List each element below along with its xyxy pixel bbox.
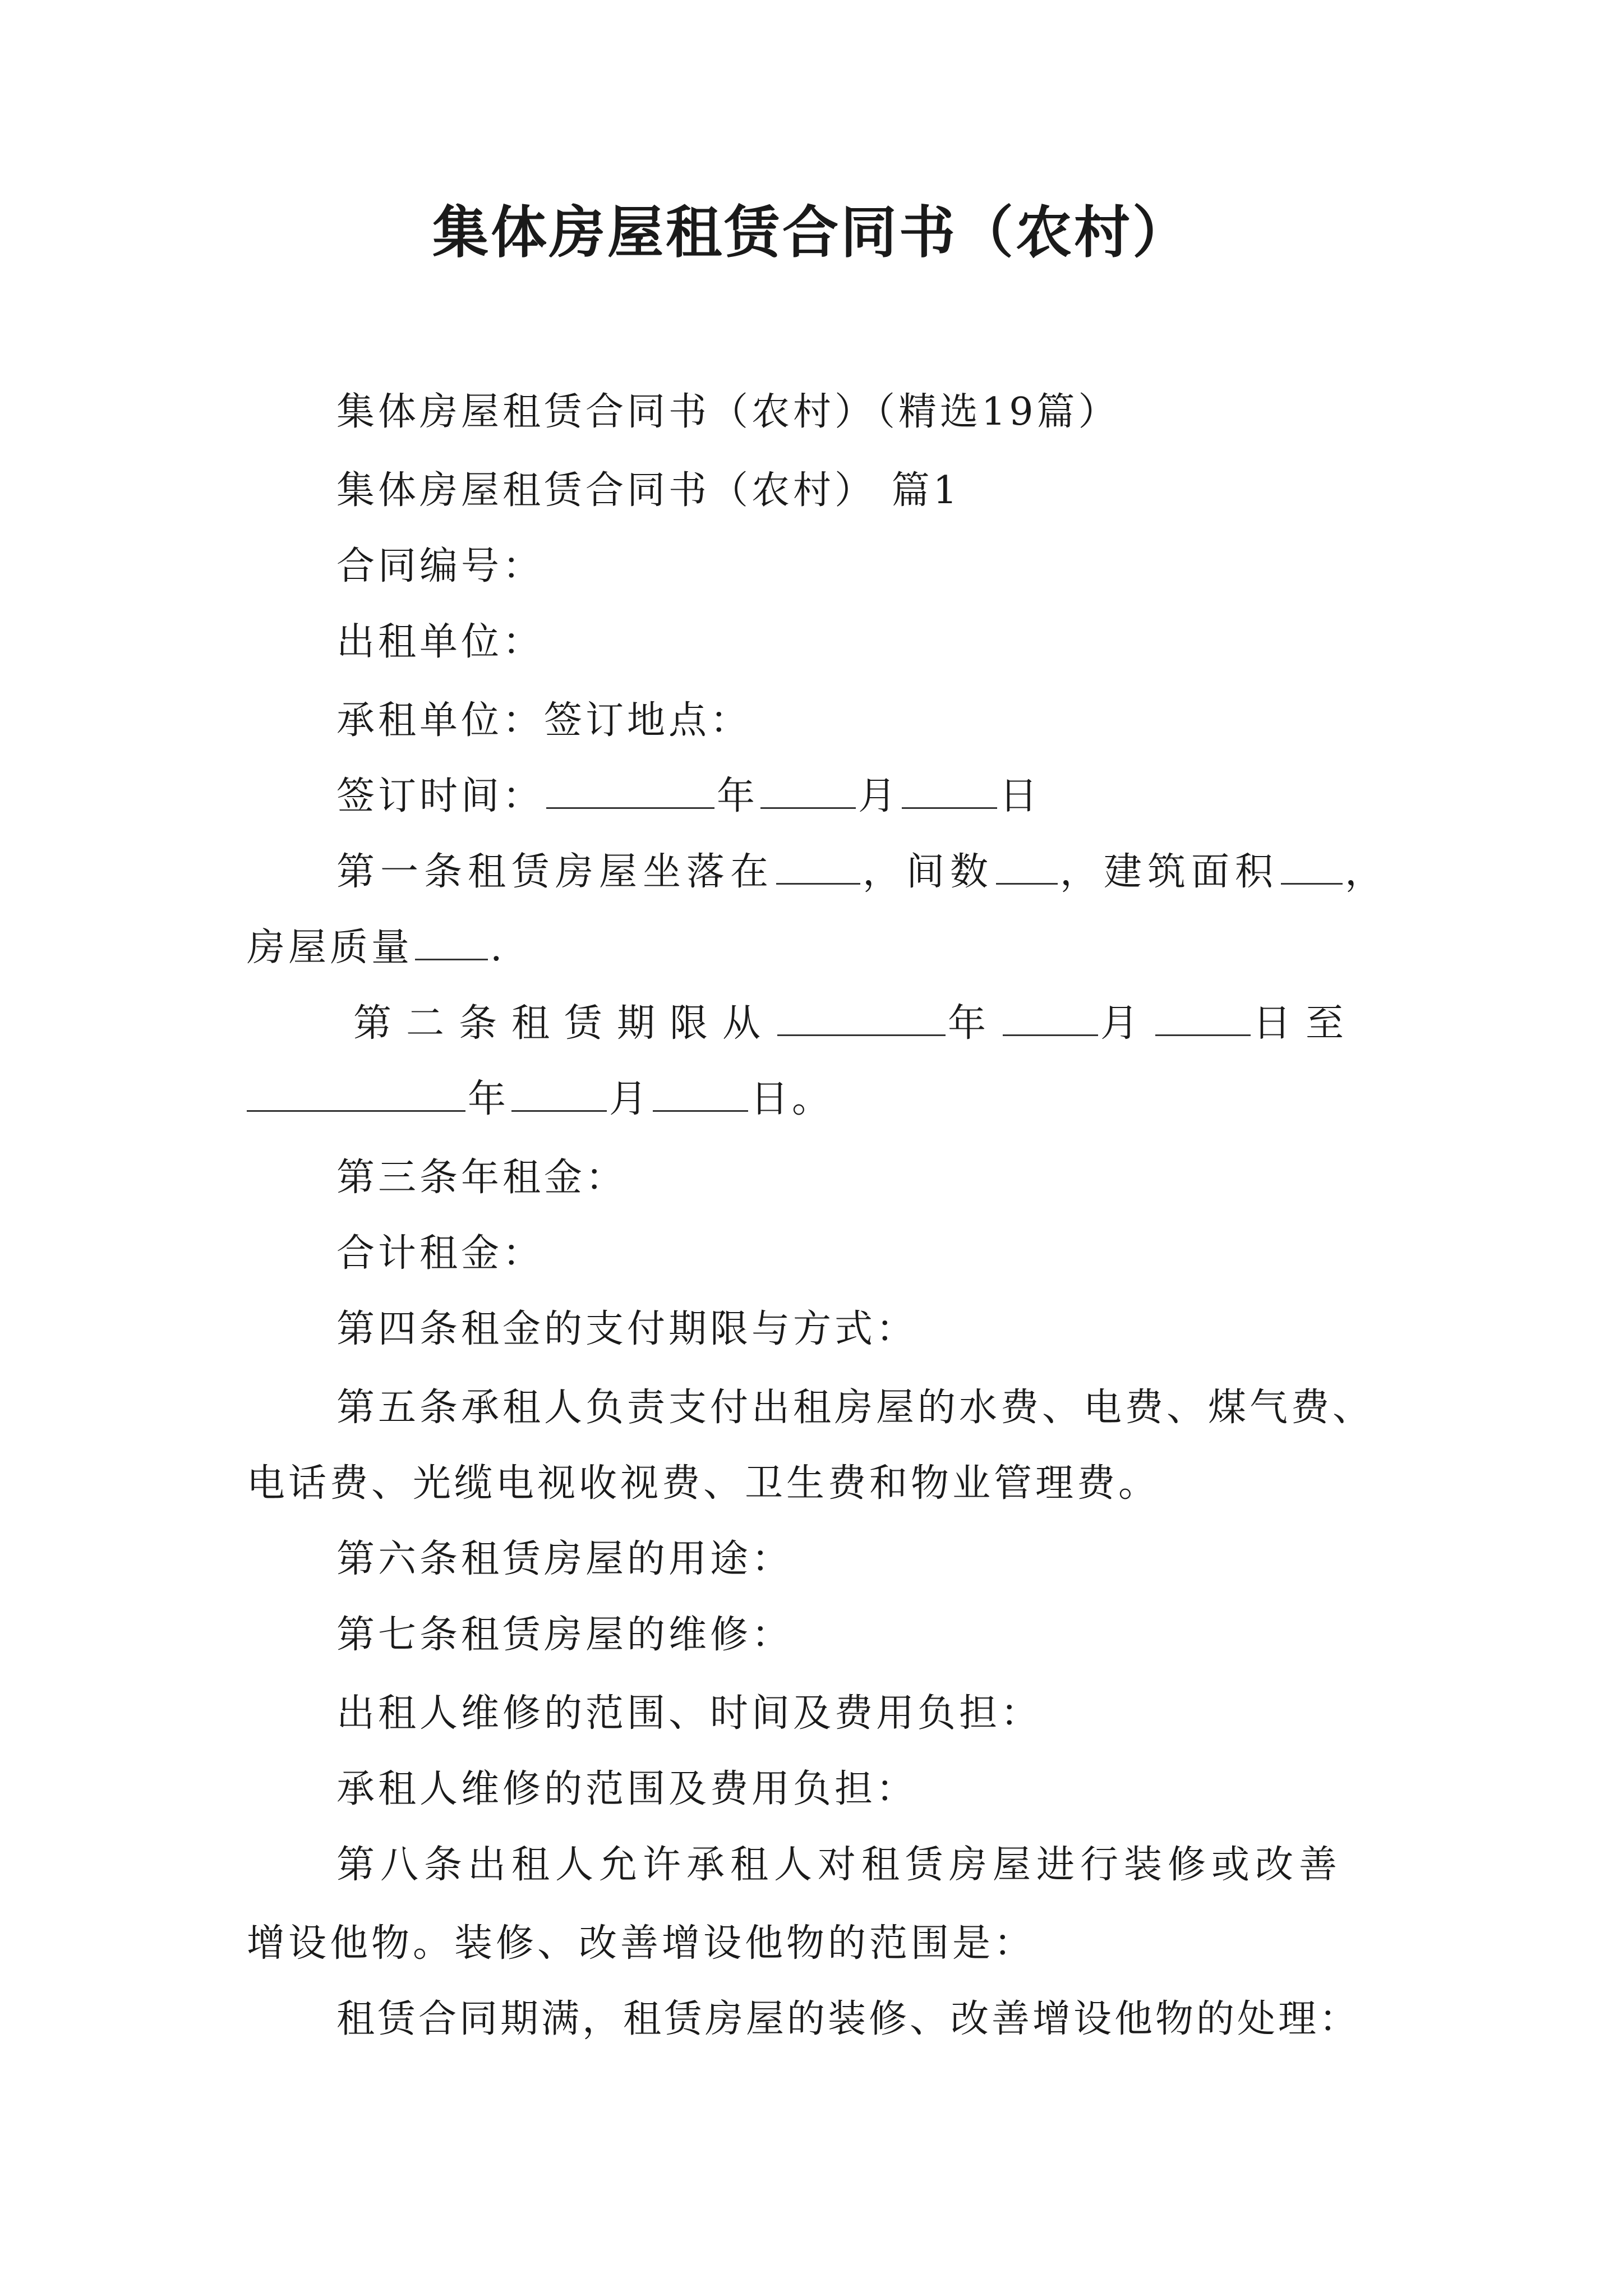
expiry-clause: 租赁合同期满，租赁房屋的装修、改善增设他物的处理： bbox=[336, 1997, 1361, 2041]
end-month-blank[interactable] bbox=[511, 1075, 607, 1112]
quality-blank[interactable] bbox=[415, 924, 488, 960]
area-blank[interactable] bbox=[1281, 848, 1343, 885]
total-rent: 合计租金： bbox=[336, 1231, 545, 1276]
article-5-line-2: 电话费、光缆电视收视费、卫生费和物业管理费。 bbox=[247, 1461, 1160, 1506]
article-6: 第六条租赁房屋的用途： bbox=[336, 1537, 794, 1581]
end-day-text: 日。 bbox=[750, 1077, 834, 1121]
article-5-line-1: 第五条承租人负责支付出租房屋的水费、电费、煤气费、 bbox=[336, 1386, 1375, 1430]
year-blank[interactable] bbox=[546, 772, 714, 809]
article-1-comma: ， bbox=[1345, 850, 1389, 894]
rooms-blank[interactable] bbox=[996, 848, 1058, 885]
start-year-blank[interactable] bbox=[777, 1000, 946, 1036]
article-1-period: . bbox=[490, 926, 506, 970]
contract-number-label: 合同编号： bbox=[336, 544, 545, 588]
end-day-blank[interactable] bbox=[653, 1075, 748, 1112]
article-2-line-1 bbox=[353, 999, 1358, 1049]
article-3: 第三条年租金： bbox=[336, 1156, 628, 1200]
sign-time-label: 签订时间： bbox=[336, 774, 545, 818]
end-year-text: 年 bbox=[468, 1077, 510, 1121]
section-heading: 集体房屋租赁合同书（农村） 篇1 bbox=[336, 468, 961, 513]
end-month-text: 月 bbox=[609, 1077, 651, 1121]
day-blank[interactable] bbox=[902, 772, 997, 809]
month-blank[interactable] bbox=[760, 772, 856, 809]
lessor-repair: 出租人维修的范围、时间及费用负担： bbox=[336, 1691, 1043, 1736]
article-8-line-1: 第八条出租人允许承租人对租赁房屋进行装修或改善 bbox=[336, 1843, 1343, 1887]
start-month-text: 月 bbox=[1100, 1001, 1154, 1046]
article-2-label: 第二条租赁期限从 bbox=[353, 1001, 776, 1046]
article-1-location-label: 第一条租赁房屋坐落在 bbox=[336, 850, 774, 894]
lessee-place-label: 承租单位：签订地点： bbox=[336, 698, 752, 743]
month-text: 月 bbox=[858, 774, 900, 818]
year-text: 年 bbox=[717, 774, 759, 818]
start-day-to-text: 日至 bbox=[1253, 1001, 1359, 1046]
lessee-repair: 承租人维修的范围及费用负担： bbox=[336, 1767, 918, 1811]
lessor-label: 出租单位： bbox=[336, 620, 545, 664]
sign-time-line bbox=[336, 771, 1041, 822]
article-7: 第七条租赁房屋的维修： bbox=[336, 1613, 794, 1657]
document-title: 集体房屋租赁合同书（农村） bbox=[432, 200, 1191, 265]
end-year-blank[interactable] bbox=[247, 1075, 465, 1112]
article-4: 第四条租金的支付期限与方式： bbox=[336, 1307, 918, 1351]
start-day-blank[interactable] bbox=[1155, 1000, 1251, 1036]
article-1-area-label: ，建筑面积 bbox=[1060, 850, 1279, 894]
subtitle: 集体房屋租赁合同书（农村）（精选19篇） bbox=[336, 390, 1120, 434]
start-year-text: 年 bbox=[948, 1001, 1001, 1046]
article-1-line-1 bbox=[336, 847, 1389, 898]
article-1-quality-label: 房屋质量 bbox=[247, 926, 413, 970]
article-2-line-2 bbox=[247, 1074, 833, 1125]
location-blank[interactable] bbox=[776, 848, 860, 885]
day-text: 日 bbox=[999, 774, 1041, 818]
article-8-line-2: 增设他物。装修、改善增设他物的范围是： bbox=[247, 1921, 1036, 1966]
start-month-blank[interactable] bbox=[1003, 1000, 1098, 1036]
article-1-line-2 bbox=[247, 923, 506, 973]
article-1-rooms-label: ，间数 bbox=[863, 850, 994, 894]
